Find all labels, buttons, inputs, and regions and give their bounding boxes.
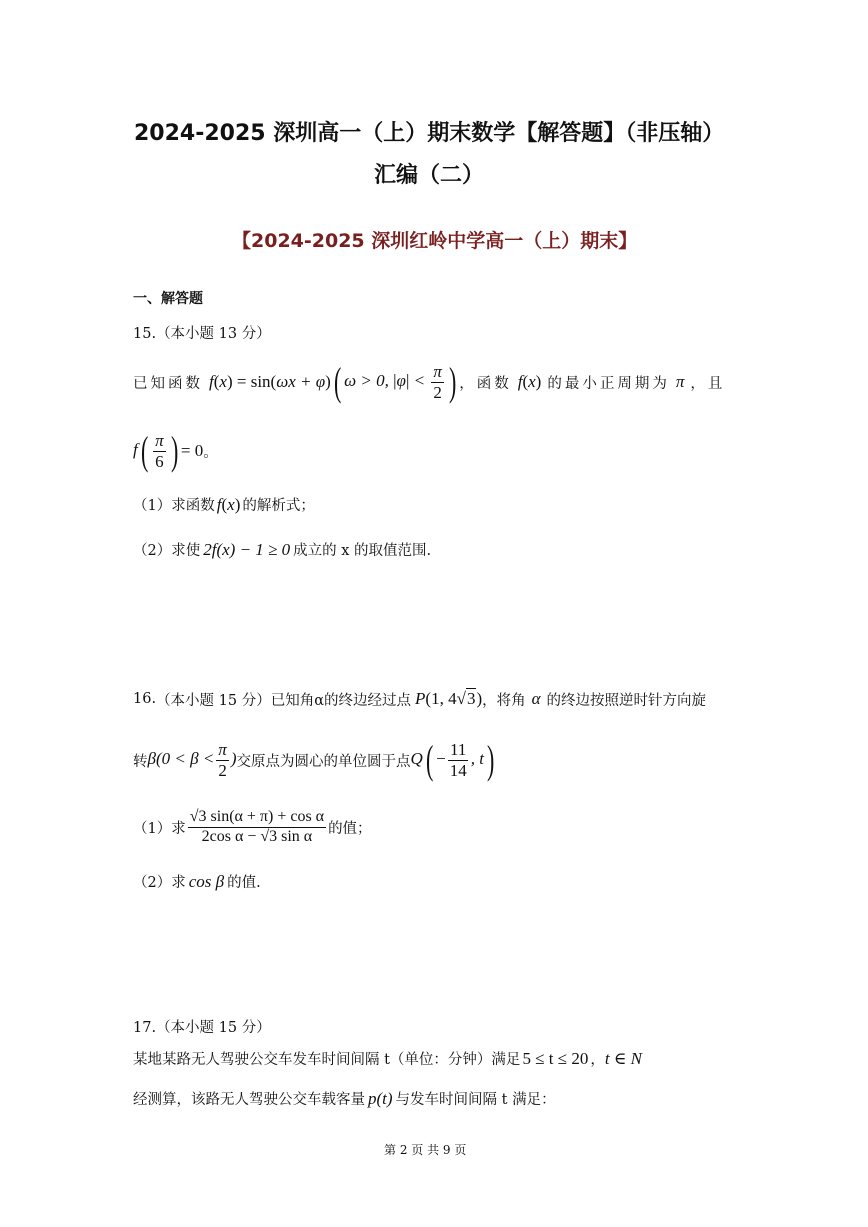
q16-line2-a: 转 (133, 753, 148, 770)
q16-part1-fraction (188, 808, 326, 846)
q15-part1-suffix: 的解析式； (242, 498, 315, 514)
q16-point-p: P(1, 4√3) (415, 689, 483, 708)
page-footer: 第 2 页 共 9 页 (384, 1143, 467, 1157)
q16-part1-numerator: √3 sin(α + π) + cos α (188, 808, 326, 827)
q16-part1-denominator: 2cos α − √3 sin α (201, 827, 313, 845)
q15-function-def: f(x) = sin(ωx + φ) (209, 372, 331, 391)
q17-points: （本小题 15 分） (156, 1020, 271, 1036)
q16-statement-line1 (133, 684, 706, 714)
q16-beta-range: β(0 < β < $\frac{\pi}{2}$ ) (147, 739, 237, 780)
q15-part2-suffix: 成立的 x 的取值范围. (293, 543, 432, 559)
q17-capacity-function: p(t) (368, 1088, 393, 1108)
q16-part2 (133, 871, 261, 892)
q15-points: （本小题 13 分） (156, 326, 271, 342)
q16-point-q: Q( − $\frac{11}{14}$ , t) (410, 737, 495, 782)
q15-period-text: 的最小正周期为 (547, 375, 670, 392)
q17-line1-b: ， (590, 1052, 605, 1068)
document-title-line1: 2024-2025 深圳高一（上）期末数学【解答题】（非压轴） (134, 121, 725, 146)
q15-part1-prefix: （1）求函数 (133, 498, 215, 514)
q16-part1-prefix: （1）求 (133, 820, 186, 837)
q16-part2-prefix: （2）求 (133, 875, 186, 891)
q17-header (133, 1016, 271, 1037)
q17-interval: 5 ≤ t ≤ 20 (522, 1048, 589, 1068)
q16-line1-b: ，将角 (482, 692, 526, 709)
q16-part2-expr: cos β (188, 871, 225, 891)
q15-number: 15. (133, 326, 157, 342)
q15-f-pi-over-6: f( $\frac{\pi}{6}$ ) (133, 428, 178, 473)
q16-line2-b: 交原点为圆心的单位圆于点 (236, 753, 411, 770)
exam-source-subtitle: 【2024-2025 深圳红岭中学高一（上）期末】 (232, 230, 638, 252)
q15-condition: ( ω > 0, |φ| < $\frac{\pi}{2}$ ) (333, 359, 457, 404)
q16-statement-line2 (133, 736, 497, 784)
q16-alpha: α (531, 689, 541, 708)
q17-line1-a: 某地某路无人驾驶公交车发车时间间隔 t（单位：分钟）满足 (133, 1052, 521, 1068)
q16-part1-suffix: 的值； (328, 820, 372, 837)
q17-statement-line1 (133, 1048, 642, 1069)
document-title-line2: 汇编（二） (374, 163, 485, 188)
q15-mid: ，函数 (459, 375, 512, 392)
q17-statement-line2 (133, 1088, 556, 1109)
q15-eq-zero: = 0 (180, 441, 204, 460)
q16-points: （本小题 15 分） (156, 692, 271, 709)
q17-set: t ∈ N (604, 1048, 642, 1068)
q17-number: 17. (133, 1020, 157, 1036)
q15-statement-line1 (133, 356, 725, 408)
q15-prefix: 已知函数 (133, 375, 203, 392)
q16-part1 (133, 802, 372, 852)
q15-part1-fx: f(x) (216, 494, 241, 514)
q15-pi: π (675, 372, 685, 391)
q15-part2 (133, 539, 431, 560)
q16-line1-a: 已知角α的终边经过点 (270, 692, 412, 709)
q15-period: 。 (203, 444, 218, 461)
q16-part2-suffix: 的值. (227, 875, 261, 891)
q16-number: 16. (133, 691, 157, 707)
q15-fx: f(x) (517, 372, 542, 391)
q15-part1 (133, 494, 315, 515)
q15-part2-inequality: 2f(x) − 1 ≥ 0 (203, 539, 291, 559)
q15-and: ，且 (690, 375, 726, 392)
q15-part2-prefix: （2）求使 (133, 543, 201, 559)
q15-header (133, 322, 271, 343)
section-heading: 一、解答题 (133, 291, 203, 307)
q16-line1-c: 的终边按照逆时针方向旋 (546, 692, 707, 709)
q15-statement-line2 (133, 425, 218, 477)
q17-line2-a: 经测算，该路无人驾驶公交车载客量 (133, 1092, 365, 1108)
q17-line2-b: 与发车时间间隔 t 满足： (395, 1092, 556, 1108)
